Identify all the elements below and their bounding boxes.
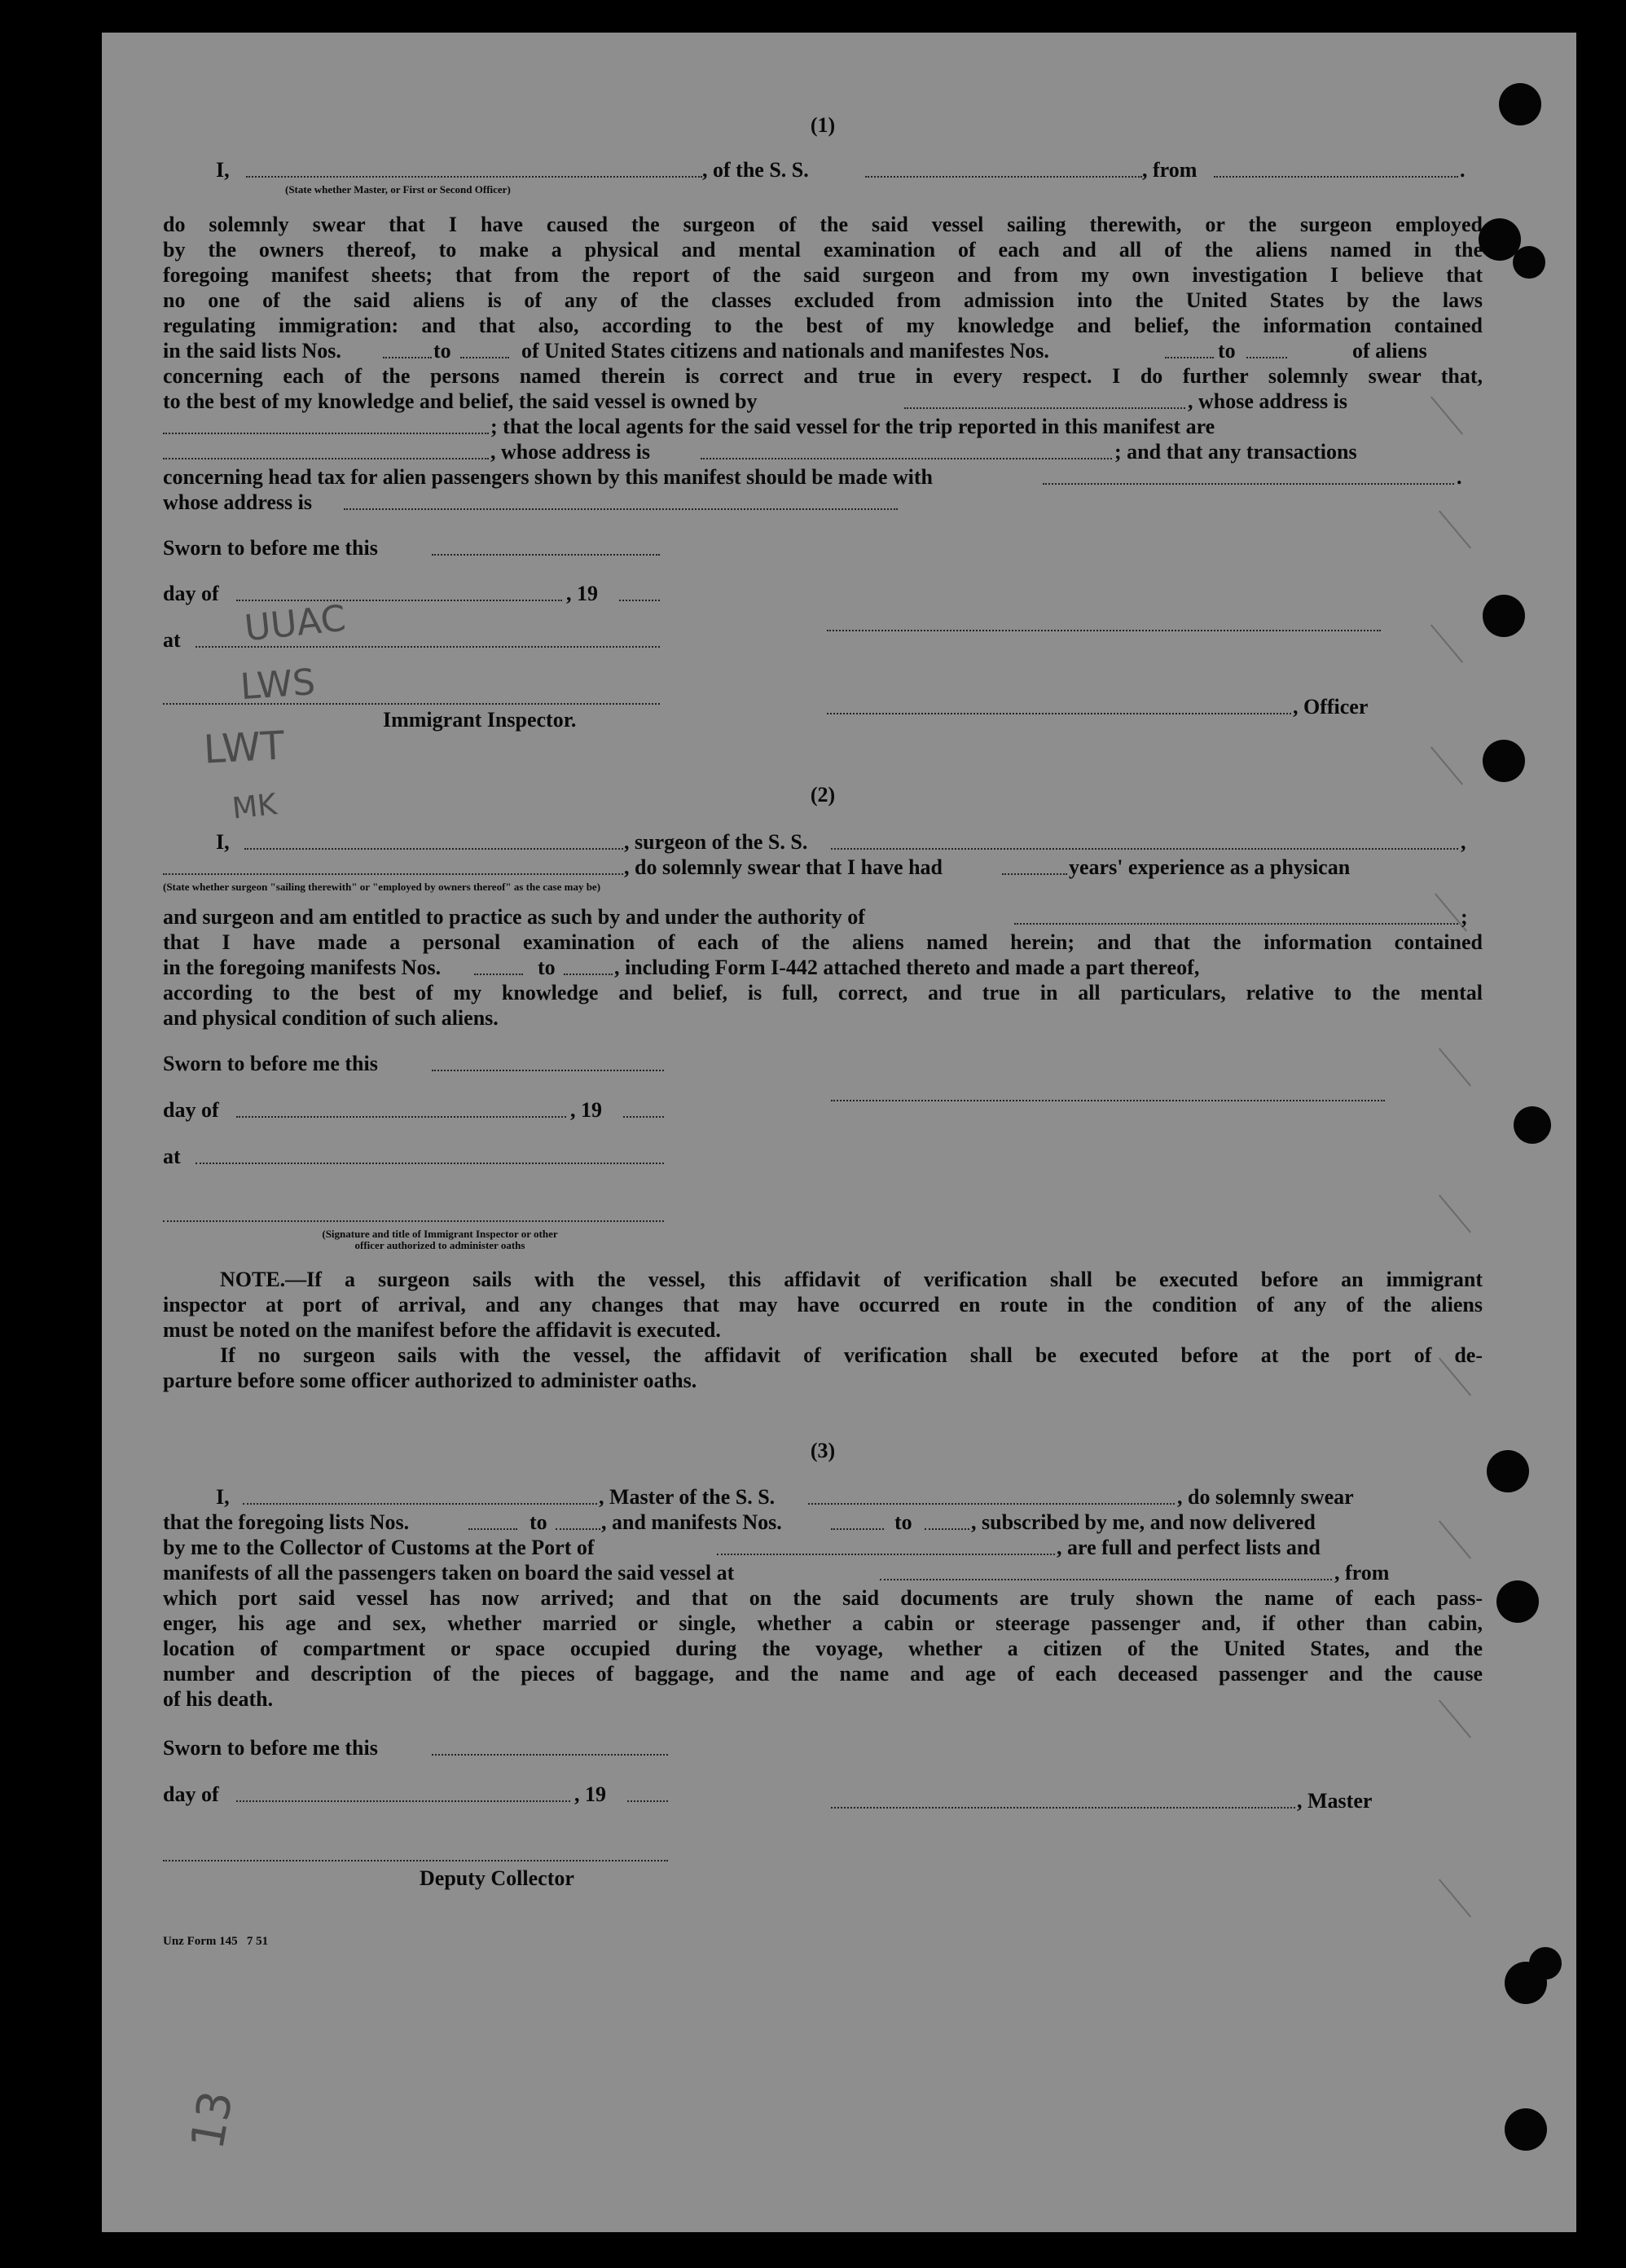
- document-page: UUAC LWS LWT MK 13 (1) I, , of the S. S. , from . (State whether Master, or First or Second Officer) do solemnly swear that I have caused the surgeon of the said vessel sailing therewith, or the surgeon employed by the owners thereof, to make a physical and mental examination of each and all of the aliens named in the foregoing manifest sheets; that from the report of the said surgeon and from my own investigation I believe that no one of the said aliens is of any of the classes excluded from admission into the United States by the laws regulating immigration: and that also, according to the best of my knowledge and belief, the information contained in the said lists Nos. to of United States citizens and nationals and manifestes Nos. to of aliens concerning each of the persons named therein is correct and true in every respect. I do further solemnly swear that, to the best of my knowledge and belief, the said vessel is owned by , whose address is ; that the local agents for the said vessel for the trip reported in this manifest are , whose address is ; and that any transactions concerning head tax for alien passengers shown by this manifest should be made with . whose address is Sworn to before me this day of , 19 at , Officer Immigrant Inspector. (2) I, , surgeon of the S. S. , , do solemnly swear that I have had years' experience as a physican (State whether surgeon "sailing therewith" or "employed by owners thereof" as the case may be) and surgeon and am entitled to practice as such by and under the authority of ; that I have made a personal examination of each of the aliens named herein; and that the information contained in the foregoing manifests Nos. to , including Form I-442 attached thereto and made a part thereof, according to the best of my knowledge and belief, is full, correct, and true in all particulars, relative to the mental and physical condition of such aliens. Sworn to before me this day of , 19 at (Signature and title of Immigrant Inspector or other officer authorized to administer oaths NOTE.—If a surgeon sails with the vessel, this affidavit of verification shall be executed before an immigrant inspector at port of arrival, and any changes that may have occurred en route in the condition of any of the aliens must be noted on the manifest before the affidavit is executed. If no surgeon sails with the vessel, the affidavit of verification shall be executed before at the port of de- parture before some officer authorized to administer oaths. (3) I, , Master of the S. S. , do solemnly swear that the foregoing lists Nos. to , and manifests Nos. to , subscribed by me, and now delivered by me to the Collector of Customs at the Port of , are full and perfect lists and manifests of all the passengers taken on board the said vessel at , from which port said vessel has now arrived; and that on the said documents are truly shown the name of each pass- enger, his age and sex, whether married or single, whether a cabin or steerage passenger and, if other than cabin, location of compartment or space occupied during the voyage, whether a citizen of the United States, and the number and description of the pieces of baggage, and the name and age of each deceased passenger and the cause of his death. Sworn to before me this day of , 19 , Master Deputy Collector Unz Form 145 7 51: [102, 33, 1576, 2232]
- punch-hole: [1529, 1947, 1562, 1980]
- handwritten-mark: UUAC: [242, 597, 348, 650]
- deputy-collector-label: Deputy Collector: [420, 1866, 574, 1890]
- punch-hole: [1505, 2108, 1547, 2151]
- paragraph-line: do solemnly swear that I have caused the surgeon of the said vessel sailing therewith, or the surgeon employed: [163, 213, 1483, 236]
- punch-hole: [1514, 1106, 1551, 1144]
- signature-note: (Signature and title of Immigrant Inspector or other: [322, 1228, 558, 1240]
- paragraph-line: regulating immigration: and that also, according to the best of my knowledge and belief, the information contained: [163, 314, 1483, 337]
- paragraph-line: location of compartment or space occupied during the voyage, whether a citizen of the United States, and the: [163, 1637, 1483, 1660]
- punch-hole: [1483, 595, 1525, 637]
- note-line: NOTE.—If a surgeon sails with the vessel, this affidavit of verification shall be executed before an immigrant: [220, 1268, 1483, 1291]
- handwritten-mark: MK: [231, 788, 279, 826]
- paragraph-line: of his death.: [163, 1687, 274, 1711]
- paragraph-line: by the owners thereof, to make a physical and mental examination of each and all of the aliens named in the: [163, 238, 1483, 262]
- master-note: (State whether Master, or First or Second Officer): [285, 183, 511, 196]
- handwritten-mark: 13: [181, 2086, 244, 2154]
- section-number: (2): [810, 783, 836, 807]
- paragraph-line: concerning each of the persons named therein is correct and true in every respect. I do further solemnly swear that,: [163, 364, 1483, 388]
- paragraph-line: that I have made a personal examination of each of the aliens named herein; and that the information contained: [163, 930, 1483, 954]
- punch-hole: [1487, 1450, 1529, 1492]
- paragraph-line: which port said vessel has now arrived; and that on the said documents are truly shown the name of each pass-: [163, 1586, 1483, 1610]
- note-line: must be noted on the manifest before the affidavit is executed.: [163, 1318, 721, 1342]
- punch-hole: [1496, 1580, 1539, 1623]
- paragraph-line: enger, his age and sex, whether married or single, whether a cabin or steerage passenger and, if other than cabin,: [163, 1611, 1483, 1635]
- paragraph-line: and physical condition of such aliens.: [163, 1006, 499, 1030]
- punch-hole: [1513, 246, 1545, 279]
- immigrant-inspector-label: Immigrant Inspector.: [383, 708, 577, 732]
- note-line: If no surgeon sails with the vessel, the affidavit of verification shall be executed before at the port of de-: [220, 1343, 1483, 1367]
- section-number: (1): [810, 113, 836, 137]
- signature-note: officer authorized to administer oaths: [354, 1239, 525, 1251]
- surgeon-note: (State whether surgeon "sailing therewith" or "employed by owners thereof" as the case may be): [163, 881, 601, 893]
- punch-hole: [1499, 83, 1541, 125]
- note-line: inspector at port of arrival, and any changes that may have occurred en route in the condition of any of the aliens: [163, 1293, 1483, 1316]
- paragraph-line: foregoing manifest sheets; that from the report of the said surgeon and from my own investigation I believe that: [163, 263, 1483, 287]
- note-line: parture before some officer authorized to administer oaths.: [163, 1369, 697, 1392]
- handwritten-mark: LWT: [202, 723, 286, 773]
- form-id: Unz Form 145 7 51: [163, 1935, 269, 1948]
- punch-hole: [1483, 740, 1525, 782]
- handwritten-mark: LWS: [239, 661, 317, 709]
- paragraph-line: according to the best of my knowledge and belief, is full, correct, and true in all particulars, relative to the mental: [163, 981, 1483, 1004]
- section-number: (3): [810, 1439, 836, 1462]
- paragraph-line: number and description of the pieces of baggage, and the name and age of each deceased passenger and the cause: [163, 1662, 1483, 1686]
- paragraph-line: no one of the said aliens is of any of the classes excluded from admission into the United States by the laws: [163, 288, 1483, 312]
